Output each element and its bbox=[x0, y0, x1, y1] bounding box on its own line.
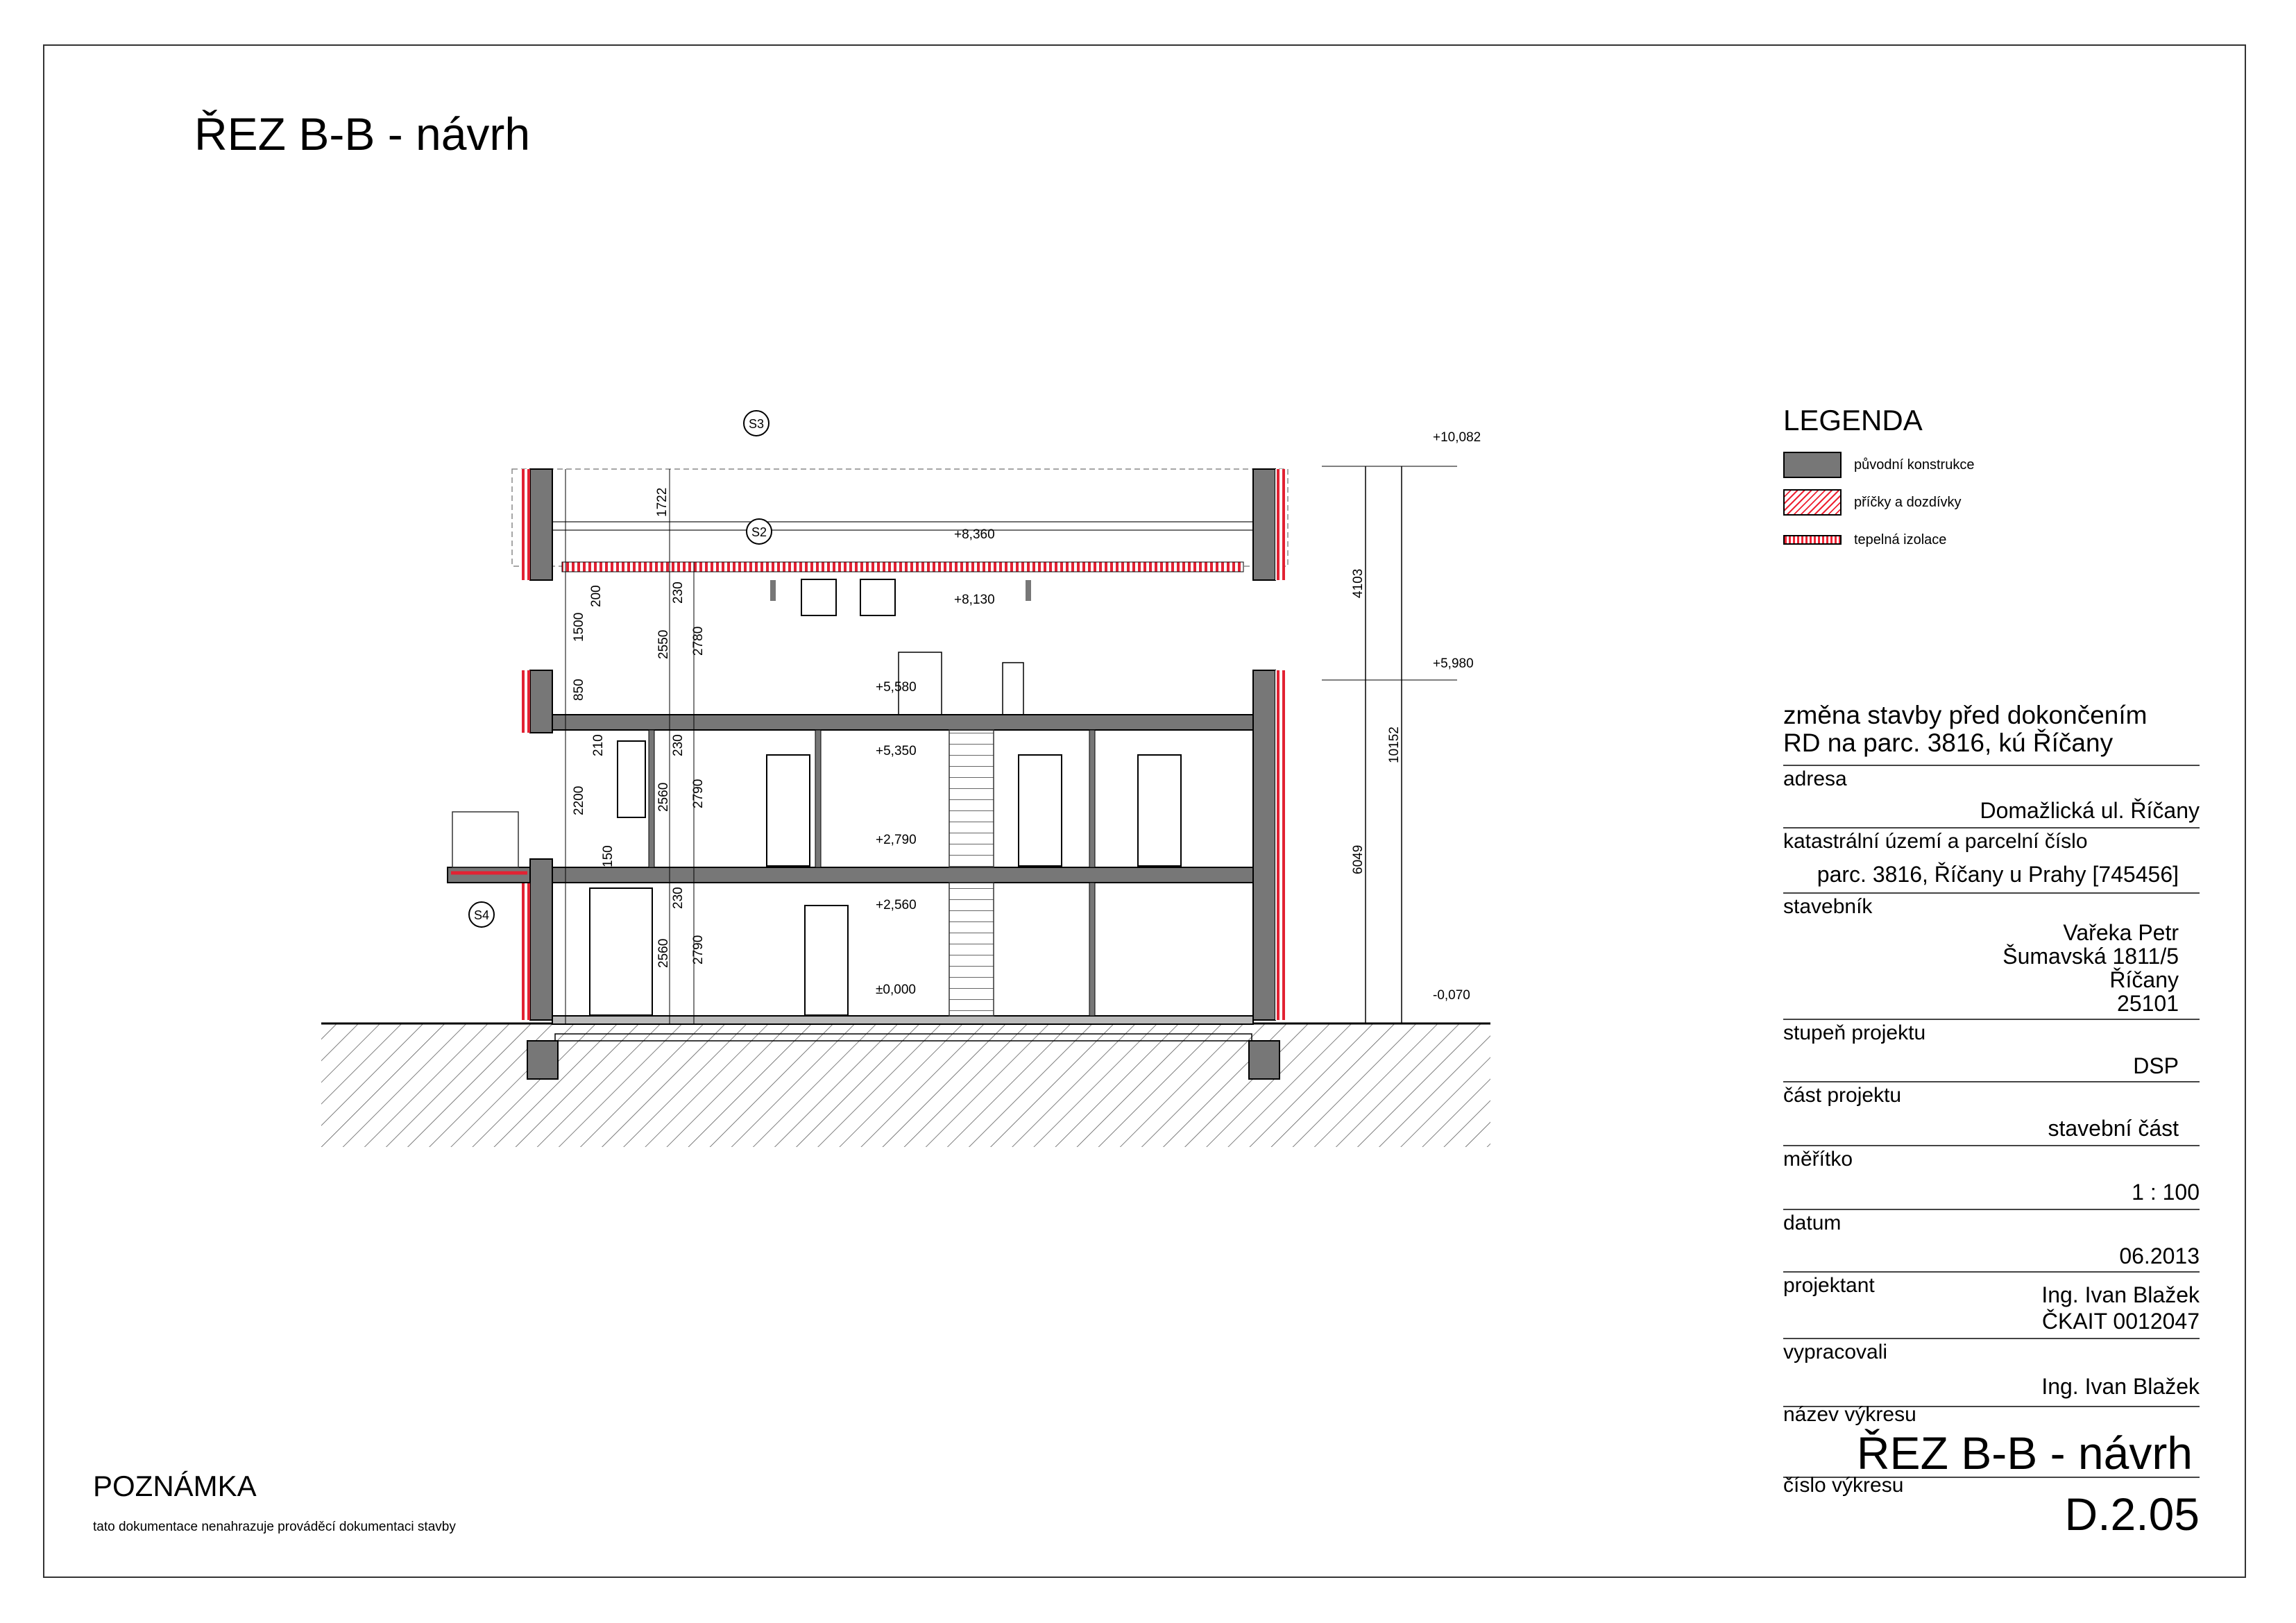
label-drawing-number: číslo výkresu bbox=[1783, 1474, 1904, 1497]
level-label: +2,790 bbox=[876, 833, 917, 847]
value-designer-id: ČKAIT 0012047 bbox=[2041, 1309, 2200, 1334]
legend-title: LEGENDA bbox=[1783, 404, 1923, 436]
value-address: Domažlická ul. Říčany bbox=[1980, 798, 2200, 823]
left-wall-ground bbox=[530, 859, 552, 1020]
svg-text:210: 210 bbox=[591, 734, 606, 756]
value-builder-zip: 25101 bbox=[2117, 991, 2179, 1016]
right-level-label: -0,070 bbox=[1433, 988, 1470, 1003]
legend-label: tepelná izolace bbox=[1854, 532, 1947, 547]
label-scale: měřítko bbox=[1783, 1148, 1853, 1171]
right-wall-top bbox=[1253, 469, 1275, 580]
label-stage: stupeň projektu bbox=[1783, 1021, 1926, 1044]
value-builder-street: Šumavská 1811/5 bbox=[2002, 944, 2179, 969]
svg-text:2790: 2790 bbox=[691, 779, 706, 808]
note-heading: POZNÁMKA bbox=[93, 1470, 257, 1502]
label-address: adresa bbox=[1783, 767, 1847, 790]
legend-item bbox=[1783, 488, 1962, 516]
roof-insulation bbox=[562, 562, 1243, 572]
right-level-label: +10,082 bbox=[1433, 430, 1481, 445]
svg-text:4103: 4103 bbox=[1351, 568, 1366, 598]
legend-item bbox=[1783, 526, 1946, 554]
note-text: tato dokumentace nenahrazuje prováděcí dokumentaci stavby bbox=[93, 1520, 456, 1534]
level-label: +8,130 bbox=[954, 593, 995, 607]
footing-left bbox=[527, 1041, 558, 1079]
svg-text:S3: S3 bbox=[748, 417, 765, 431]
value-date: 06.2013 bbox=[2119, 1243, 2200, 1268]
svg-text:2200: 2200 bbox=[572, 785, 586, 815]
project-line-1: změna stavby před dokončením bbox=[1783, 701, 2148, 729]
slab-upper bbox=[552, 715, 1253, 730]
ground-hatch bbox=[321, 1023, 1490, 1147]
value-builder-city: Říčany bbox=[2109, 967, 2179, 992]
swatch-insulation bbox=[1783, 535, 1842, 545]
value-scale: 1 : 100 bbox=[2132, 1180, 2200, 1205]
left-wall-top bbox=[530, 469, 552, 580]
right-wall-main bbox=[1253, 670, 1275, 1020]
value-cadastre: parc. 3816, Říčany u Prahy [745456] bbox=[1817, 862, 2179, 887]
level-label: +8,360 bbox=[954, 527, 995, 542]
swatch-partitions bbox=[1783, 489, 1842, 516]
level-label: +5,350 bbox=[876, 744, 917, 758]
value-part: stavební část bbox=[2048, 1116, 2179, 1141]
value-prepared-by: Ing. Ivan Blažek bbox=[2041, 1374, 2200, 1399]
balcony-slab bbox=[448, 867, 530, 883]
svg-text:1722: 1722 bbox=[655, 487, 670, 517]
svg-text:2560: 2560 bbox=[656, 782, 671, 812]
value-stage: DSP bbox=[2133, 1053, 2179, 1078]
level-label: ±0,000 bbox=[876, 983, 916, 997]
project-line-2: RD na parc. 3816, kú Říčany bbox=[1783, 729, 2114, 757]
svg-text:230: 230 bbox=[671, 734, 686, 756]
roof-outline bbox=[512, 469, 1288, 566]
level-label: +5,580 bbox=[876, 680, 917, 695]
legend-label: původní konstrukce bbox=[1854, 457, 1975, 473]
swatch-original-structure bbox=[1783, 452, 1842, 478]
svg-text:S4: S4 bbox=[473, 908, 490, 922]
slab-ground bbox=[552, 1016, 1253, 1024]
footing-right bbox=[1249, 1041, 1279, 1079]
svg-text:S2: S2 bbox=[751, 525, 767, 539]
stairs-lower bbox=[949, 883, 994, 1016]
right-level-label: +5,980 bbox=[1433, 656, 1474, 671]
level-label: +2,560 bbox=[876, 898, 917, 912]
svg-text:2550: 2550 bbox=[656, 629, 671, 659]
label-builder: stavebník bbox=[1783, 895, 1873, 918]
label-part: část projektu bbox=[1783, 1084, 1902, 1107]
svg-text:10152: 10152 bbox=[1387, 726, 1402, 763]
svg-text:200: 200 bbox=[589, 585, 604, 607]
svg-text:2780: 2780 bbox=[691, 626, 706, 656]
label-date: datum bbox=[1783, 1212, 1842, 1234]
drawing-name: ŘEZ B-B - návrh bbox=[1856, 1427, 2193, 1479]
svg-text:1500: 1500 bbox=[572, 612, 586, 642]
legend-item bbox=[1783, 451, 1974, 479]
left-wall-mid bbox=[530, 670, 552, 733]
label-drawing-name: název výkresu bbox=[1783, 1403, 1916, 1426]
drawing-number: D.2.05 bbox=[2064, 1488, 2200, 1540]
drawing-title: ŘEZ B-B - návrh bbox=[194, 108, 531, 160]
svg-text:2560: 2560 bbox=[656, 938, 671, 968]
svg-text:230: 230 bbox=[671, 887, 686, 909]
value-designer: Ing. Ivan Blažek bbox=[2041, 1282, 2200, 1307]
stairs-upper bbox=[949, 730, 994, 867]
svg-text:230: 230 bbox=[671, 581, 686, 604]
svg-text:150: 150 bbox=[601, 845, 615, 867]
label-prepared-by: vypracovali bbox=[1783, 1341, 1888, 1363]
slab-middle bbox=[552, 867, 1253, 883]
svg-text:2790: 2790 bbox=[691, 935, 706, 965]
svg-text:850: 850 bbox=[572, 679, 586, 701]
value-builder-name: Vařeka Petr bbox=[2063, 920, 2179, 945]
label-designer: projektant bbox=[1783, 1274, 1875, 1297]
svg-text:6049: 6049 bbox=[1351, 844, 1366, 874]
label-cadastre: katastrální území a parcelní číslo bbox=[1783, 830, 2088, 853]
legend-label: příčky a dozdívky bbox=[1854, 494, 1962, 510]
